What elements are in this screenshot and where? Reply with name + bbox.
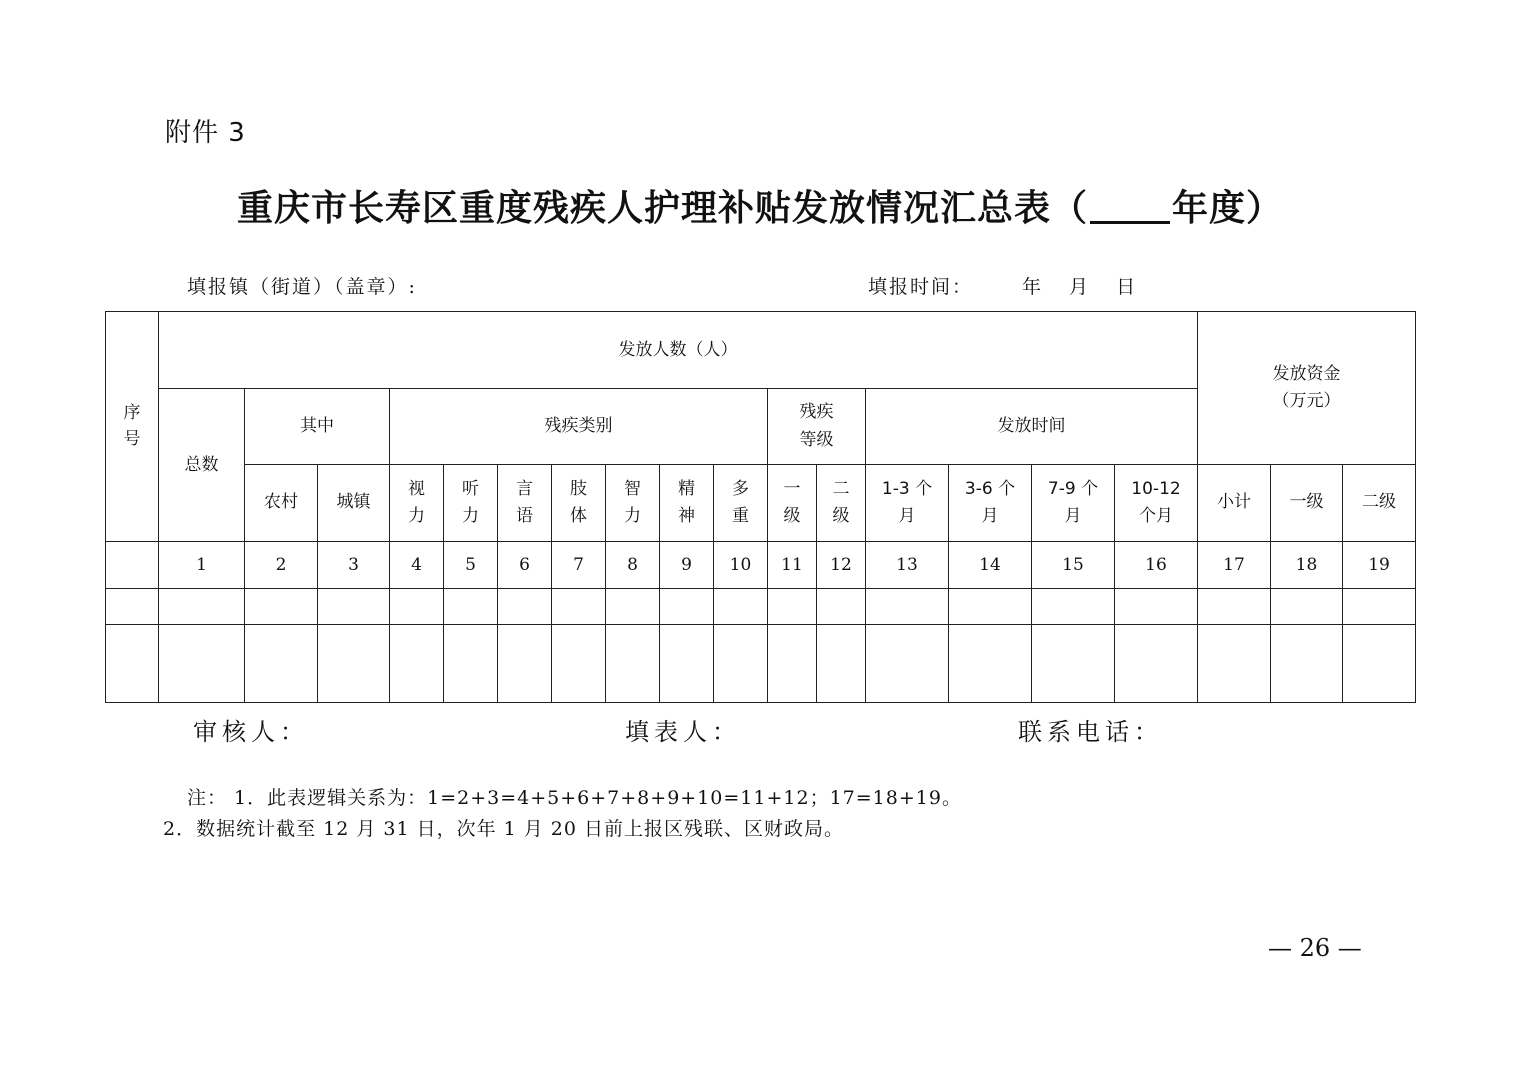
blank-cell[interactable] (552, 589, 606, 625)
filler-label: 填表人： (625, 718, 741, 746)
blank-cell[interactable] (949, 625, 1032, 703)
blank-cell[interactable] (1271, 625, 1343, 703)
among-header: 其中 (245, 389, 390, 465)
column-number: 15 (1032, 542, 1115, 589)
column-number: 16 (1115, 542, 1198, 589)
note-line-1: 注： 1．此表逻辑关系为：1=2+3=4+5+6+7+8+9+10=11+12；17=18+19。 (187, 787, 962, 809)
blank-cell[interactable] (606, 625, 660, 703)
blank-cell[interactable] (444, 589, 498, 625)
blank-cell[interactable] (1343, 589, 1416, 625)
column-header: 3-6 个月 (949, 465, 1032, 542)
column-number: 17 (1198, 542, 1271, 589)
blank-cell[interactable] (768, 625, 817, 703)
column-header: 听力 (444, 465, 498, 542)
column-number: 10 (714, 542, 768, 589)
column-number: 18 (1271, 542, 1343, 589)
note-line-2: 2．数据统计截至 12 月 31 日，次年 1 月 20 日前上报区残联、区财政局。 (163, 818, 845, 840)
column-number: 2 (245, 542, 318, 589)
summary-table (105, 311, 1416, 703)
blank-cell[interactable] (660, 589, 714, 625)
blank-cell[interactable] (1032, 625, 1115, 703)
column-header: 肢体 (552, 465, 606, 542)
blank-cell[interactable] (498, 625, 552, 703)
total-header: 总数 (159, 389, 245, 542)
column-number: 13 (866, 542, 949, 589)
blank-cell[interactable] (106, 589, 159, 625)
column-number: 11 (768, 542, 817, 589)
blank-cell[interactable] (106, 625, 159, 703)
page-title (100, 180, 1420, 231)
column-number: 14 (949, 542, 1032, 589)
column-header: 多重 (714, 465, 768, 542)
column-header: 小计 (1198, 465, 1271, 542)
column-number: 8 (606, 542, 660, 589)
year-blank (1090, 187, 1170, 224)
blank-cell[interactable] (606, 589, 660, 625)
people-count-header: 发放人数（人） (159, 312, 1198, 389)
seq-header: 序号 (106, 312, 159, 542)
blank-cell[interactable] (866, 589, 949, 625)
blank-cell[interactable] (159, 589, 245, 625)
column-header: 1-3 个月 (866, 465, 949, 542)
column-number: 19 (1343, 542, 1416, 589)
attachment-label: 附件 3 (165, 118, 246, 148)
blank-cell[interactable] (660, 625, 714, 703)
disability-level-header: 残疾等级 (768, 389, 866, 465)
blank-cell[interactable] (498, 589, 552, 625)
issue-time-header: 发放时间 (866, 389, 1198, 465)
column-number: 3 (318, 542, 390, 589)
column-number: 5 (444, 542, 498, 589)
blank-cell[interactable] (768, 589, 817, 625)
column-header: 城镇 (318, 465, 390, 542)
column-number: 4 (390, 542, 444, 589)
column-number: 12 (817, 542, 866, 589)
table-cell (106, 542, 159, 589)
blank-cell[interactable] (1343, 625, 1416, 703)
filing-town-label: 填报镇（街道）（盖章）: (187, 276, 417, 298)
blank-cell[interactable] (1032, 589, 1115, 625)
blank-cell[interactable] (1198, 589, 1271, 625)
column-number: 1 (159, 542, 245, 589)
blank-cell[interactable] (390, 625, 444, 703)
blank-cell[interactable] (949, 589, 1032, 625)
column-number: 9 (660, 542, 714, 589)
blank-cell[interactable] (817, 625, 866, 703)
page-number: — 26 — (1268, 934, 1362, 962)
blank-cell[interactable] (714, 625, 768, 703)
column-header: 农村 (245, 465, 318, 542)
filing-date: 年 月 日 (1022, 276, 1138, 298)
title-prefix: 重庆市长寿区重度残疾人护理补贴发放情况汇总表（ (236, 188, 1088, 229)
title-suffix: 年度） (1172, 188, 1284, 229)
column-header: 二级 (1343, 465, 1416, 542)
disability-type-header: 残疾类别 (390, 389, 768, 465)
blank-cell[interactable] (1271, 589, 1343, 625)
blank-cell[interactable] (866, 625, 949, 703)
blank-cell[interactable] (318, 589, 390, 625)
column-number: 6 (498, 542, 552, 589)
blank-cell[interactable] (1115, 625, 1198, 703)
column-header: 7-9 个月 (1032, 465, 1115, 542)
column-header: 10-12 个月 (1115, 465, 1198, 542)
blank-cell[interactable] (714, 589, 768, 625)
funds-header: 发放资金（万元） (1198, 312, 1416, 465)
column-number: 7 (552, 542, 606, 589)
filing-time-label: 填报时间： (868, 276, 974, 298)
phone-label: 联系电话： (1018, 718, 1163, 746)
column-header: 智力 (606, 465, 660, 542)
blank-cell[interactable] (245, 589, 318, 625)
blank-cell[interactable] (552, 625, 606, 703)
blank-cell[interactable] (817, 589, 866, 625)
blank-cell[interactable] (159, 625, 245, 703)
column-header: 一级 (768, 465, 817, 542)
reviewer-label: 审核人： (193, 718, 309, 746)
blank-cell[interactable] (318, 625, 390, 703)
blank-cell[interactable] (245, 625, 318, 703)
column-header: 言语 (498, 465, 552, 542)
blank-cell[interactable] (390, 589, 444, 625)
blank-cell[interactable] (1198, 625, 1271, 703)
blank-cell[interactable] (1115, 589, 1198, 625)
column-header: 二级 (817, 465, 866, 542)
column-header: 精神 (660, 465, 714, 542)
column-header: 视力 (390, 465, 444, 542)
column-header: 一级 (1271, 465, 1343, 542)
blank-cell[interactable] (444, 625, 498, 703)
